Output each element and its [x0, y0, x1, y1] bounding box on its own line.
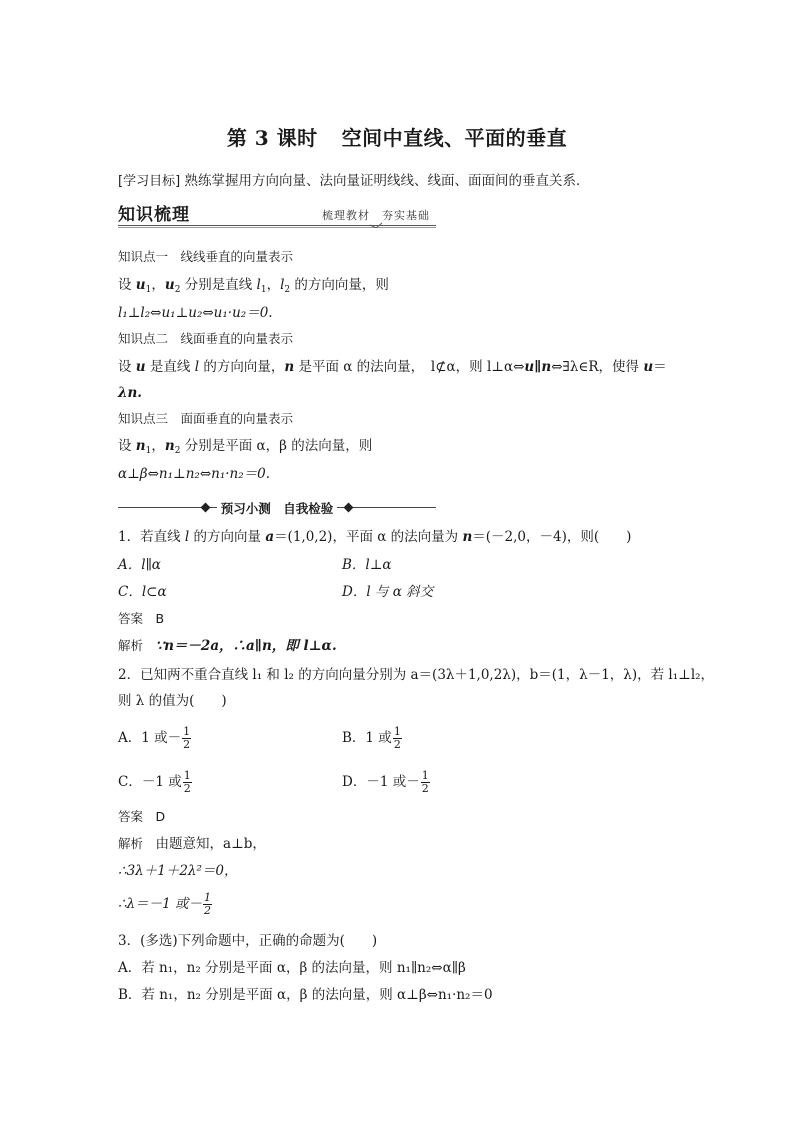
- title-topic: 空间中直线、平面的垂直: [341, 126, 568, 150]
- q2-option-b: B．1 或 $\frac{1}{2}$: [342, 725, 401, 751]
- q3-option-b: B．若 n₁，n₂ 分别是平面 α，β 的法向量，则 α⊥β⇔n₁·n₂＝0: [118, 987, 493, 1003]
- q2-explanation-step2: ∴λ＝－1 或－ $\frac{1}{2}$: [118, 891, 212, 917]
- section-subtitle: 梳理教材 夯实基础: [322, 209, 430, 222]
- q1-option-c: C．l⊂α: [118, 584, 167, 600]
- preview-divider: [118, 500, 436, 516]
- fraction-one-half: $\frac{1}{2}$: [393, 725, 401, 751]
- q2-option-d: D．－1 或－ $\frac{1}{2}$: [342, 769, 429, 795]
- kp2-line1: 设 u 是直线 l 的方向向量，n 是平面 α 的法向量， l⊄α，则 l⊥α⇔u∥n⇔∃λ∈R，使得 u＝: [118, 359, 667, 375]
- fraction-one-half: $\frac{1}{2}$: [204, 891, 212, 917]
- q2-option-a: A．1 或－ $\frac{1}{2}$: [118, 725, 191, 751]
- kp2-heading: 知识点二 线面垂直的向量表示: [118, 331, 294, 346]
- q2-stem-cont: 则 λ 的值为( ): [118, 693, 227, 709]
- kp1-line2: l₁⊥l₂⇔u₁⊥u₂⇔u₁·u₂＝0.: [118, 305, 273, 321]
- learning-goal: [118, 172, 589, 191]
- section-divider: [118, 225, 436, 226]
- q3-option-a: A．若 n₁，n₂ 分别是平面 α，β 的法向量，则 n₁∥n₂⇔α∥β: [118, 960, 466, 976]
- q1-option-a: A．l∥α: [118, 557, 161, 573]
- section-title: 知识梳理: [118, 205, 190, 225]
- q2-explanation-step1: ∴3λ＋1＋2λ²＝0，: [118, 863, 238, 879]
- page-title: [0, 122, 794, 151]
- q2-explanation: 解析 由题意知，a⊥b，: [118, 836, 266, 852]
- q3-stem: 3．(多选)下列命题中，正确的命题为( ): [118, 933, 378, 949]
- fraction-one-half: $\frac{1}{2}$: [183, 725, 191, 751]
- q1-stem: 1．若直线 l 的方向向量 a＝(1,0,2)，平面 α 的法向量为 n＝(－2,0，－4)，则( ): [118, 529, 632, 545]
- kp1-heading: 知识点一 线线垂直的向量表示: [118, 249, 294, 264]
- kp3-line2: α⊥β⇔n₁⊥n₂⇔n₁·n₂＝0.: [118, 466, 271, 482]
- kp3-heading: 知识点三 面面垂直的向量表示: [118, 411, 294, 426]
- kp3-line1: 设 $n_1$，$n_2$ 分别是平面 α，β 的法向量，则: [118, 438, 373, 456]
- q2-option-c: C．－1 或 $\frac{1}{2}$: [118, 769, 191, 795]
- q1-explanation: 解析 ∵n＝－2a，∴a∥n，即 l⊥α.: [118, 638, 337, 654]
- learning-goal-label: [学习目标]: [118, 174, 181, 189]
- fraction-one-half: $\frac{1}{2}$: [421, 769, 429, 795]
- section-divider-thin: [118, 227, 436, 228]
- q1-answer: 答案 B: [118, 611, 165, 626]
- preview-label: 预习小测 自我检验: [217, 501, 338, 516]
- q2-answer: 答案 D: [118, 809, 166, 824]
- section-header: [118, 200, 436, 230]
- kp1-line1: 设 $u_1$，$u_2$ 分别是直线 $l_1$，$l_2$ 的方向向量，则: [118, 277, 389, 295]
- learning-goal-text: 熟练掌握用方向向量、法向量证明线线、线面、面面间的垂直关系．: [184, 173, 590, 189]
- fraction-one-half: $\frac{1}{2}$: [183, 769, 191, 795]
- kp2-line2: λn.: [118, 385, 142, 401]
- title-lesson: 第 3 课时: [226, 126, 318, 150]
- q1-option-d: D．l 与 α 斜交: [342, 584, 434, 600]
- divider-notch-icon: [370, 220, 382, 228]
- q2-stem: 2．已知两不重合直线 l₁ 和 l₂ 的方向向量分别为 a＝(3λ＋1,0,2λ)，b＝(1，λ－1，λ)，若 l₁⊥l₂，: [118, 667, 715, 683]
- q1-option-b: B．l⊥α: [342, 557, 392, 573]
